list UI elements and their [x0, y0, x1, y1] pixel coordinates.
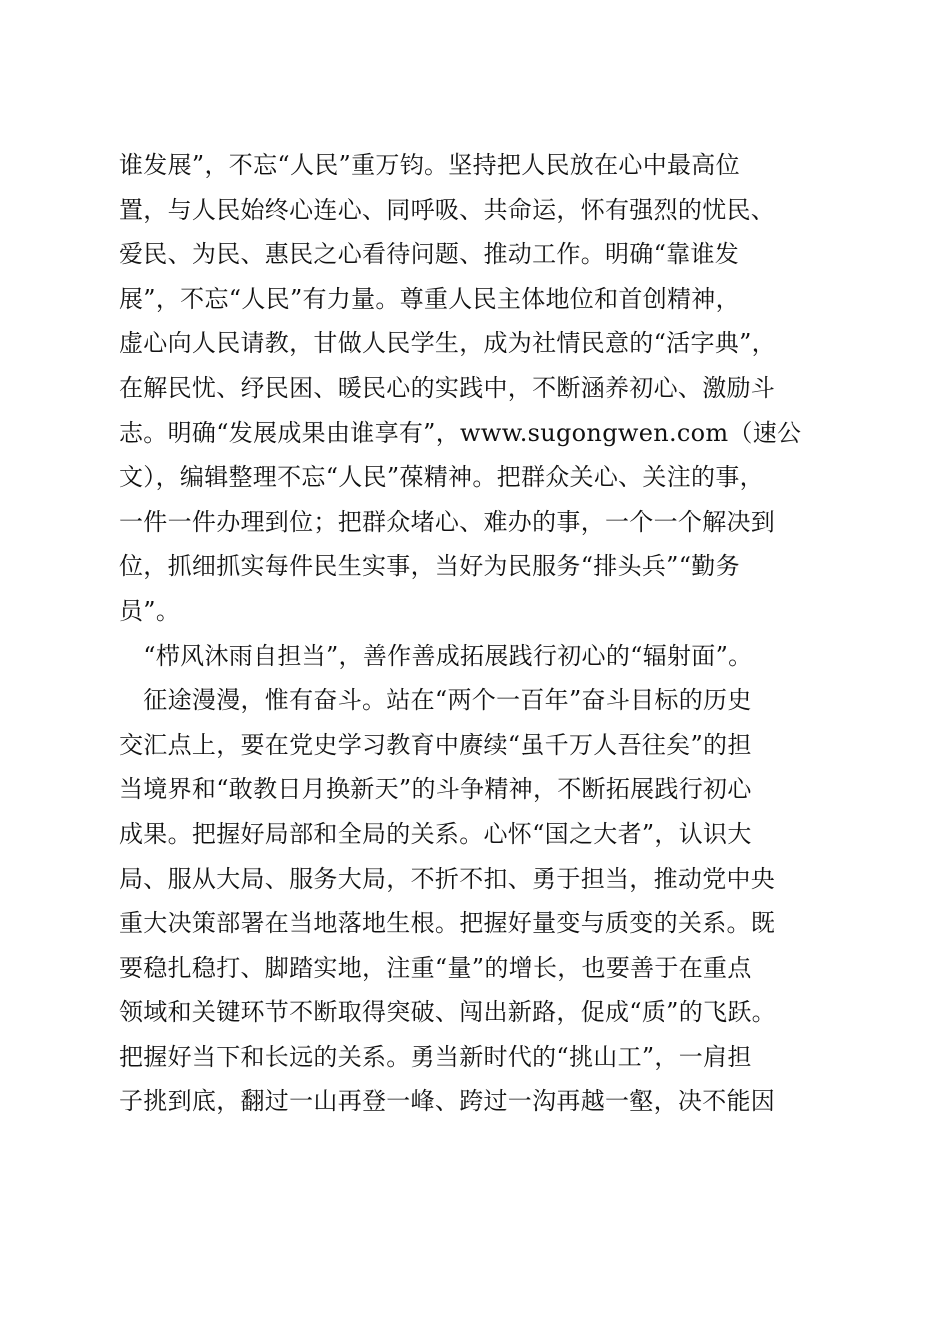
text-line: 员”。: [119, 596, 181, 625]
text-line: 子挑到底，翻过一山再登一峰、跨过一沟再越一壑，决不能因: [119, 1087, 776, 1116]
text-line: 要稳扎稳打、脚踏实地，注重“量”的增长，也要善于在重点: [119, 953, 752, 982]
text-line: 志。明确“发展成果由谁享有”，www.sugongwen.com（速公: [119, 418, 802, 447]
text-line: 谁发展”，不忘“人民”重万钧。坚持把人民放在心中最高位: [119, 151, 740, 179]
text-line: 成果。把握好局部和全局的关系。心怀“国之大者”，认识大: [119, 819, 752, 848]
text-line: 交汇点上，要在党史学习教育中赓续“虽千万人吾往矣”的担: [119, 730, 752, 759]
text-line: 爱民、为民、惠民之心看待问题、推动工作。明确“靠谁发: [119, 240, 740, 269]
text-line: 文），编辑整理不忘“人民”葆精神。把群众关心、关注的事，: [119, 463, 764, 492]
text-line: 领域和关键环节不断取得突破、闯出新路，促成“质”的飞跃。: [119, 998, 776, 1027]
text-line: 当境界和“敢教日月换新天”的斗争精神，不断拓展践行初心: [119, 775, 752, 804]
text-line: 展”，不忘“人民”有力量。尊重人民主体地位和首创精神，: [119, 284, 740, 313]
body-text: [119, 143, 859, 1124]
text-line: 在解民忧、纾民困、暖民心的实践中，不断涵养初心、激励斗: [119, 373, 776, 402]
text-line: 把握好当下和长远的关系。勇当新时代的“挑山工”，一肩担: [119, 1042, 752, 1071]
text-line: 位，抓细抓实每件民生实事，当好为民服务“排头兵”“勤务: [119, 552, 740, 581]
text-line: 征途漫漫，惟有奋斗。站在“两个一百年”奋斗目标的历史: [119, 686, 752, 715]
text-line: “栉风沐雨自担当”，善作善成拓展践行初心的“辐射面”。: [119, 641, 753, 670]
text-line: 局、服从大局、服务大局，不折不扣、勇于担当，推动党中央: [119, 864, 776, 893]
text-line: 虚心向人民请教，甘做人民学生，成为社情民意的“活字典”，: [119, 329, 776, 358]
text-line: 重大决策部署在当地落地生根。把握好量变与质变的关系。既: [119, 909, 776, 938]
text-line: 置，与人民始终心连心、同呼吸、共命运，怀有强烈的忧民、: [119, 195, 776, 224]
text-line: 一件一件办理到位；把群众堵心、难办的事，一个一个解决到: [119, 507, 776, 536]
